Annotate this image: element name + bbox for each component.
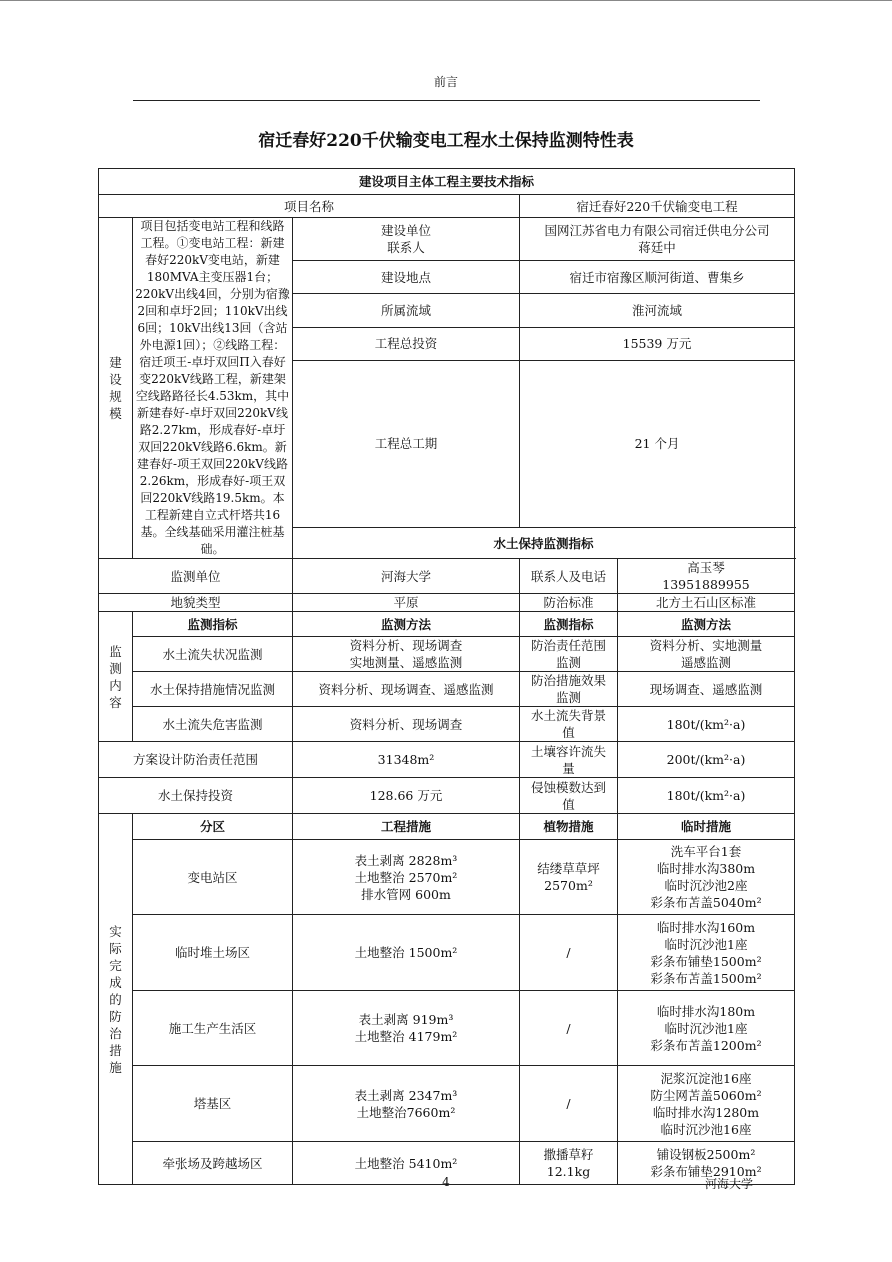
standard-value: 北方土石山区标准 [618,594,795,612]
monitor-method [293,672,520,707]
measure-row [99,991,795,1066]
measure-row [99,915,795,991]
monitor-method-2 [618,672,795,707]
contact-person [618,559,795,594]
monitor-method [293,707,520,742]
col-temporary: 临时措施 [618,814,795,840]
measure-temporary-line: 彩条布苫盖5040m² [650,895,762,910]
col-monitor-index-2: 监测指标 [520,612,618,637]
measure-temporary-line: 防尘网苫盖5060m² [650,1087,762,1103]
measure-zone: 牵张场及跨越场区 [133,1142,293,1185]
location-label: 建设地点 [293,261,520,294]
vertical-label-text: 实 际 完 成 的 防 治 措 施 [109,923,122,1075]
col-engineering: 工程措施 [293,814,520,840]
erosion-label-line-1: 侵蚀模数达到 [530,779,606,795]
measure-temporary-line: 临时排水沟1280m [652,1104,760,1120]
col-monitor-method: 监测方法 [293,612,520,637]
monitor-method-line: 资料分析、现场调查 [349,638,463,653]
location-value: 宿迁市宿豫区顺河街道、曹集乡 [520,261,795,294]
measure-row [99,840,795,915]
measure-plant [520,915,618,991]
measure-temporary-line: 彩条布铺垫2910m² [650,1164,762,1179]
period-value: 21 个月 [520,360,795,527]
measure-temporary [618,1066,795,1142]
area-value: 31348m² [293,742,520,778]
measure-temporary-line: 彩条布铺垫1500m² [650,953,762,969]
builder-label-line: 建设单位 [380,223,431,239]
page-title: 宿迁春好220千伏输变电工程水土保持监测特性表 [258,131,634,151]
contact-phone: 13951889955 [662,577,750,592]
monitor-index-2-line: 防治措施效果 [530,673,606,688]
monitor-method-line: 资料分析、现场调查、遥感监测 [318,681,494,697]
monitor-row [99,637,795,672]
monitor-index-2 [520,672,618,707]
measure-temporary-line: 铺设钢板2500m² [656,1147,756,1162]
measure-temporary-line: 临时排水沟180m [656,1003,756,1019]
standard-label: 防治标准 [520,594,618,612]
measure-temporary-line: 彩条布苫盖1200m² [650,1037,762,1053]
content-label [99,612,133,742]
invest-label: 水土保持投资 [99,778,293,814]
monitor-index-2 [520,637,618,672]
contact-name: 蒋廷中 [638,240,676,256]
tolerance-label-line-2: 量 [562,760,575,776]
measure-plant-line: / [566,945,571,960]
monitor-method-2-line: 遥感监测 [681,655,732,670]
col-monitor-index: 监测指标 [133,612,293,637]
col-zone: 分区 [133,814,293,840]
project-name-label: 项目名称 [99,195,520,218]
section1-heading: 建设项目主体工程主要技术指标 [99,169,795,195]
page-header: 前言 [433,75,458,89]
vertical-label-text: 建 设 规 模 [109,355,122,421]
phone-label: 联系人及电话 [520,559,618,594]
measure-temporary-line: 临时排水沟160m [656,919,756,935]
measure-engineering [293,915,520,991]
monitor-unit: 河海大学 [293,559,520,594]
measure-temporary-line: 临时沉沙池2座 [664,878,748,893]
measure-temporary [618,915,795,991]
characteristics-table [98,168,795,1185]
monitor-index-2-line: 监测 [555,690,581,705]
landform-value: 平原 [293,594,520,612]
measure-temporary-line: 临时沉沙池1座 [664,1020,748,1036]
monitor-row [99,672,795,707]
measure-temporary-line: 临时沉沙池16座 [660,1121,752,1137]
measure-plant-line: 12.1kg [546,1164,591,1179]
measure-plant-line: 撒播草籽 [543,1147,594,1162]
monitor-method-2-line: 180t/(km²·a) [666,716,746,732]
monitor-method-2 [618,637,795,672]
monitor-index-2-line: 防治责任范围 [530,638,606,653]
measure-plant [520,840,618,915]
measure-zone: 施工生产生活区 [133,991,293,1066]
col-plant: 植物措施 [520,814,618,840]
measure-temporary-line: 洗车平台1套 [670,844,742,859]
monitor-index-2-line: 值 [562,725,575,740]
page-number: 4 [442,1175,450,1189]
contact-label-line: 联系人 [387,240,425,256]
erosion-value: 180t/(km²·a) [618,778,795,814]
measure-zone: 临时堆土场区 [133,915,293,991]
basin-value: 淮河流域 [520,294,795,327]
measure-engineering-line: 土地整治 4179m² [354,1029,458,1044]
measure-engineering-line: 排水管网 600m [361,886,451,902]
measure-plant-line: / [566,1020,571,1036]
erosion-label-line-2: 值 [562,796,575,812]
monitor-index: 水土流失危害监测 [133,707,293,742]
measure-plant-line: 2570m² [544,878,593,893]
monitor-index-2-line: 水土流失背景 [530,708,606,723]
measure-row [99,1066,795,1142]
builder-name: 国网江苏省电力有限公司宿迁供电分公司 [544,223,770,239]
monitor-index-2-line: 监测 [555,655,581,670]
measure-engineering-line: 表土剥离 2828m³ [354,852,458,868]
investment-label: 工程总投资 [293,327,520,360]
measure-engineering-line: 表土剥离 919m³ [358,1012,454,1027]
measure-engineering-line: 土地整治 2570m² [354,869,458,885]
tolerance-value: 200t/(km²·a) [618,742,795,778]
monitor-index: 水土保持措施情况监测 [133,672,293,707]
landform-label: 地貌类型 [99,594,293,612]
measure-plant [520,1066,618,1142]
measure-engineering-line: 土地整治 1500m² [354,945,458,960]
scale-description: 项目包括变电站工程和线路工程。①变电站工程：新建春好220kV变电站，新建180MVA主变压器1台；220kV出线4回，分别为宿豫2回和卓圩2回；110kV出线6回；10kV出线13回（含站外电源1回）；②线路工程：宿迁项王-卓圩双回Π入春好变220kV线路工程，新建架空线路路径长4.53km，其中新建春好-卓圩双回220kV线路2.27km，形成春好-卓圩双回220kV线路6.6km。新建春好-项王双回220kV线路2.26km，形成春好-项王双回220kV线路19.5km。本工程新建自立式杆塔共16基。全线基础采用灌注桩基础。 [133,218,293,559]
monitor-method-2-line: 资料分析、实地测量 [649,638,763,653]
footer-org: 河海大学 [705,1177,754,1191]
measure-zone: 变电站区 [133,840,293,915]
erosion-label [520,778,618,814]
measure-plant [520,991,618,1066]
project-name: 宿迁春好220千伏输变电工程 [520,195,795,218]
builder-label [293,218,520,261]
contact-person-name: 高玉琴 [687,560,725,575]
measure-temporary-line: 彩条布苫盖1500m² [650,970,762,986]
measure-zone: 塔基区 [133,1066,293,1142]
monitor-row [99,707,795,742]
measure-engineering-line: 土地整治7660m² [356,1104,456,1120]
monitor-method-line: 实地测量、遥感监测 [349,655,463,670]
monitor-unit-label: 监测单位 [99,559,293,594]
scale-label [99,218,133,559]
monitor-method-2 [618,707,795,742]
basin-label: 所属流域 [293,294,520,327]
invest-value: 128.66 万元 [293,778,520,814]
measure-plant-line: / [566,1096,571,1111]
area-label: 方案设计防治责任范围 [99,742,293,778]
measures-label [99,814,133,1185]
monitor-method-line: 资料分析、现场调查 [349,716,463,732]
measure-engineering-line: 表土剥离 2347m³ [354,1087,458,1103]
section2-heading: 水土保持监测指标 [293,528,795,559]
tolerance-label [520,742,618,778]
measure-temporary-line: 临时排水沟380m [656,861,756,876]
top-border [0,0,892,1]
measure-temporary-line: 临时沉沙池1座 [664,936,748,952]
monitor-method-2-line: 现场调查、遥感监测 [649,681,763,697]
measure-temporary [618,840,795,915]
measure-engineering [293,1066,520,1142]
measure-temporary-line: 泥浆沉淀池16座 [660,1070,752,1086]
investment-value: 15539 万元 [520,327,795,360]
vertical-label-text: 监 测 内 容 [109,643,122,710]
measure-engineering-line: 土地整治 5410m² [354,1155,458,1171]
tolerance-label-line-1: 土壤容许流失 [530,743,606,759]
measure-engineering [293,840,520,915]
monitor-method [293,637,520,672]
builder-value [520,218,795,261]
monitor-index: 水土流失状况监测 [133,637,293,672]
header-rule [133,100,760,101]
measure-plant-line: 结缕草草坪 [537,861,600,876]
period-label: 工程总工期 [293,360,520,527]
col-monitor-method-2: 监测方法 [618,612,795,637]
measure-temporary [618,991,795,1066]
monitor-index-2 [520,707,618,742]
measure-engineering [293,991,520,1066]
